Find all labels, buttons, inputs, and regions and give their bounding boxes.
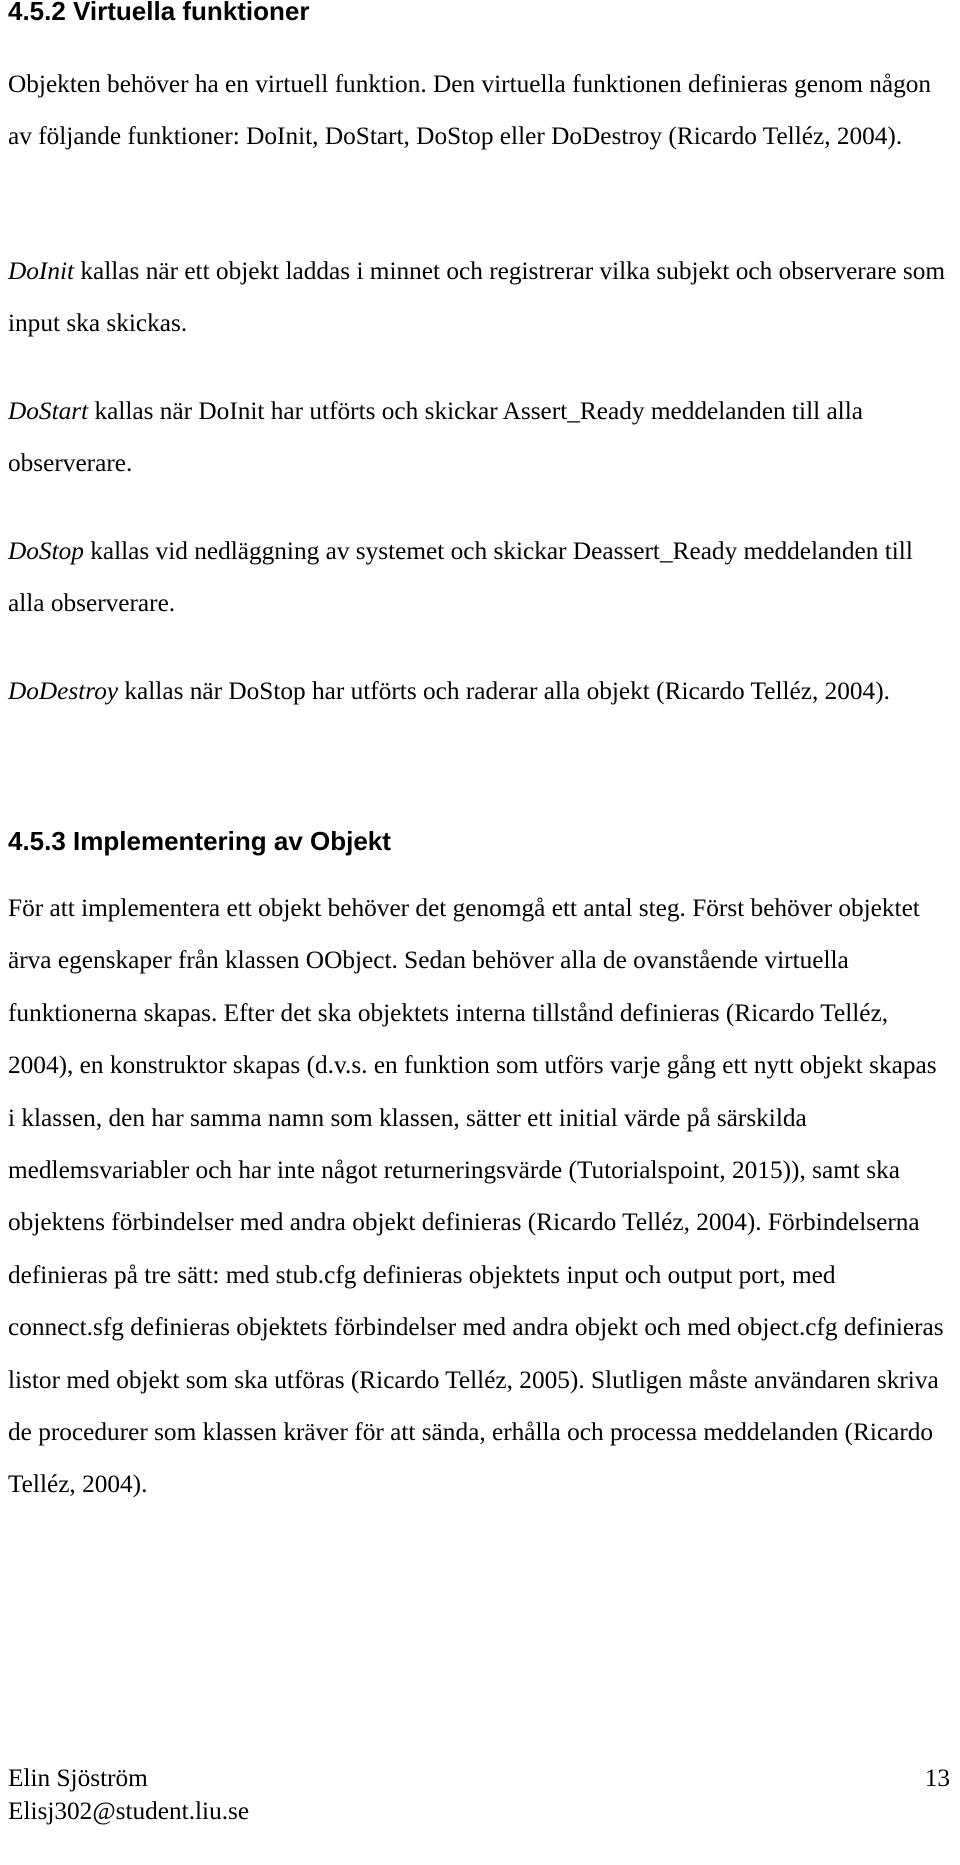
paragraph-doinit: [8, 245, 948, 350]
paragraph-dodestroy-text: kallas när DoStop har utförts och raderar alla objekt (Ricardo Telléz, 2004).: [118, 677, 890, 705]
term-doinit: DoInit: [8, 257, 75, 285]
paragraph-doinit-text: kallas när ett objekt laddas i minnet och registrerar vilka subjekt och observerare som input ska skickas.: [8, 257, 946, 338]
paragraph-dostop: [8, 525, 948, 630]
term-dostop: DoStop: [8, 537, 84, 565]
paragraph-dostop-text: kallas vid nedläggning av systemet och skickar Deassert_Ready meddelanden till alla observerare.: [8, 537, 913, 618]
paragraph-dodestroy: [8, 665, 948, 717]
page-number: 13: [924, 1764, 950, 1792]
term-dostart: DoStart: [8, 397, 89, 425]
paragraph-dostart: [8, 385, 948, 490]
term-dodestroy: DoDestroy: [8, 677, 119, 705]
footer-author-name: Elin Sjöström: [8, 1764, 148, 1792]
section-heading-virtuella-funktioner: 4.5.2 Virtuella funktioner: [8, 0, 310, 26]
footer-author-block: [8, 1762, 249, 1828]
paragraph-intro: Objekten behöver ha en virtuell funktion. Den virtuella funktionen definieras genom någon av följande funktioner: DoInit, DoStart, DoStop eller DoDestroy (Ricardo Telléz, 2004).: [8, 70, 932, 151]
footer-author-email: Elisj302@student.liu.se: [8, 1797, 250, 1825]
paragraph-dostart-text: kallas när DoInit har utförts och skickar Assert_Ready meddelanden till alla observerare.: [8, 397, 863, 478]
paragraph-implementering: För att implementera ett objekt behöver det genomgå ett antal steg. Först behöver objektet ärva egenskaper från klassen OObject. Sedan behöver alla de ovanstående virtuella funktionerna skapas. Efter det ska objektets interna tillstånd definieras (Ricardo Telléz, 2004), en konstruktor skapas (d.v.s. en funktion som utförs varje gång ett nytt objekt skapas i klassen, den har samma namn som klassen, sätter ett initial värde på särskilda medlemsvariabler och har inte något returneringsvärde (Tutorialspoint, 2015)), samt ska objektens förbindelser med andra objekt definieras (Ricardo Telléz, 2004). Förbindelserna definieras på tre sätt: med stub.cfg definieras objektets input och output port, med connect.sfg definieras objektets förbindelser med andra objekt och med object.cfg definieras listor med objekt som ska utföras (Ricardo Telléz, 2005). Slutligen måste användaren skriva de procedurer som klassen kräver för att sända, erhålla och processa meddelanden (Ricardo Telléz, 2004).: [8, 894, 944, 1499]
section-heading-implementering: 4.5.3 Implementering av Objekt: [8, 826, 391, 856]
